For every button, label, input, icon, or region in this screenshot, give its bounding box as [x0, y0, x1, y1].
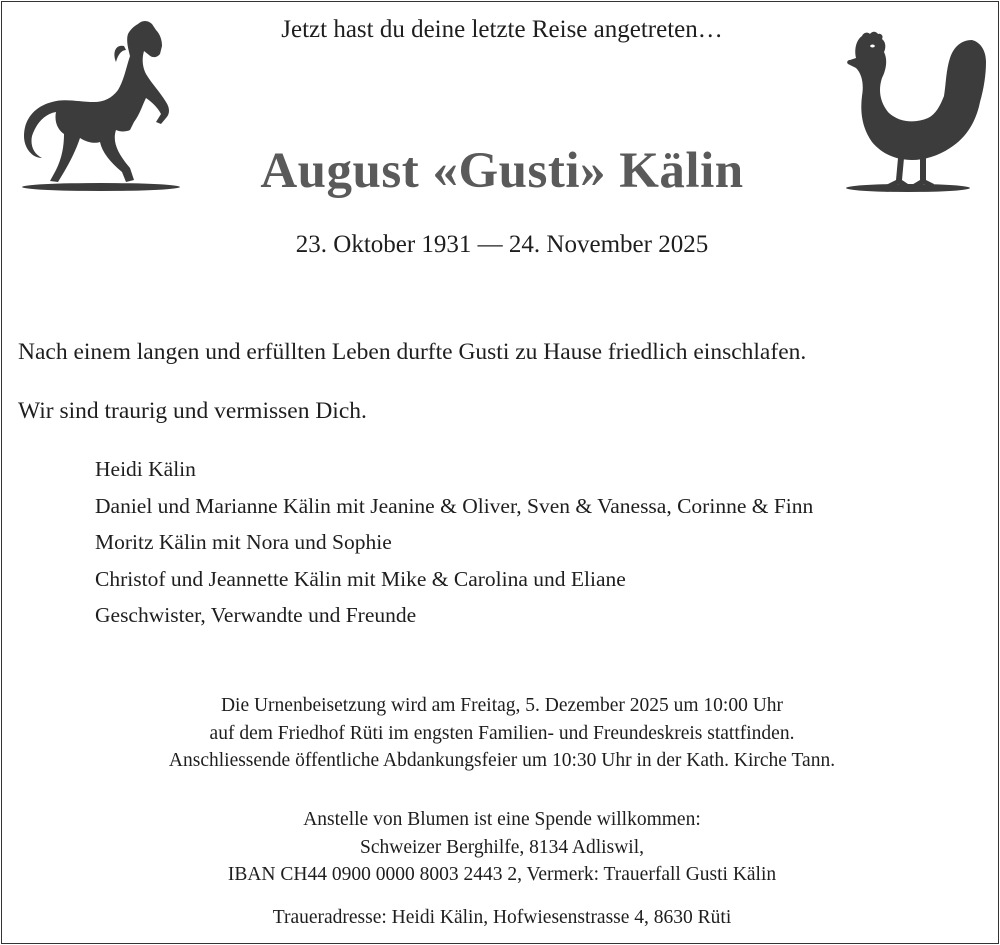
obituary-notice	[1, 1, 999, 944]
passing-statement: Nach einem langen und erfüllten Leben durfte Gusti zu Hause friedlich einschlafen.	[18, 339, 807, 365]
mourner-entry: Christof und Jeannette Kälin mit Mike & Carolina und Eliane	[95, 566, 626, 591]
mourning-statement: Wir sind traurig und vermissen Dich.	[18, 398, 367, 424]
motto-line: Jetzt hast du deine letzte Reise angetreten…	[281, 16, 723, 43]
mourner-entry: Moritz Kälin mit Nora und Sophie	[95, 530, 392, 554]
ceremony-line: Anschliessende öffentliche Abdankungsfeier um 10:30 Uhr in der Kath. Kirche Tann.	[168, 750, 836, 771]
donation-info	[2, 806, 1000, 889]
donation-line: Schweizer Berghilfe, 8134 Adliswil,	[360, 836, 644, 858]
mourner-entry: Geschwister, Verwandte und Freunde	[95, 603, 417, 627]
mourner-entry: Daniel und Marianne Kälin mit Jeanine & Oliver, Sven & Vanessa, Corinne & Finn	[95, 493, 814, 518]
ceremony-line: auf dem Friedhof Rüti im engsten Familien- und Freundeskreis stattfinden.	[209, 722, 795, 744]
ceremony-line: Die Urnenbeisetzung wird am Freitag, 5. Dezember 2025 um 10:00 Uhr	[220, 695, 784, 716]
donation-line: IBAN CH44 0900 0000 8003 2443 2, Vermerk: Trauerfall Gusti Kälin	[227, 864, 777, 885]
mourning-address: Traueradresse: Heidi Kälin, Hofwiesenstrasse 4, 8630 Rüti	[272, 907, 732, 928]
ceremony-info	[2, 692, 1000, 775]
donation-line: Anstelle von Blumen ist eine Spende willkommen:	[303, 809, 701, 830]
deceased-name: August «Gusti» Kälin	[260, 143, 744, 199]
mourner-entry: Heidi Kälin	[95, 457, 196, 481]
life-dates: 23. Oktober 1931 — 24. November 2025	[295, 231, 709, 258]
mourners-list	[95, 454, 813, 637]
